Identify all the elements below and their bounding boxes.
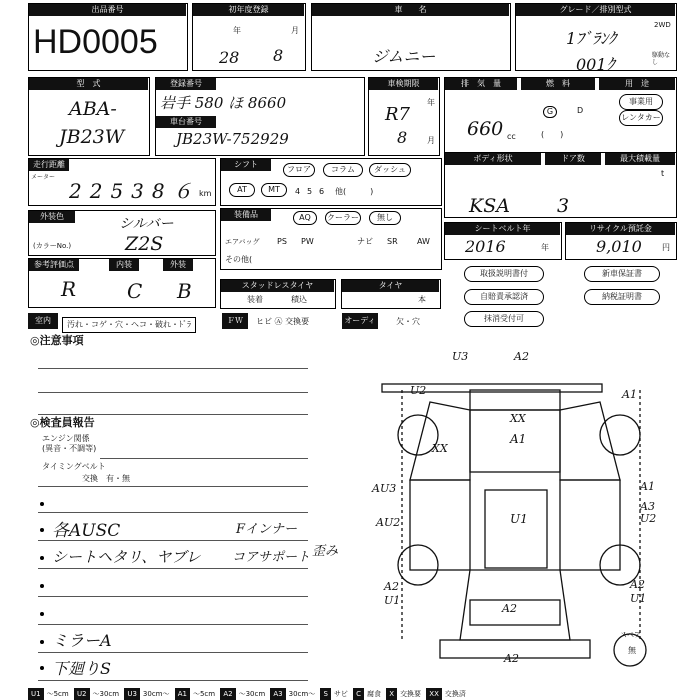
score-interior: C: [127, 279, 143, 303]
seatbelt-unit: 年: [541, 243, 549, 252]
first-reg-box: [192, 3, 306, 71]
body-box: [444, 152, 677, 218]
remark-right-1: Fインナー: [236, 522, 298, 537]
mileage-header: 走行距離: [29, 159, 69, 171]
recycle-value: 9,010: [596, 237, 642, 256]
dmg-r-a2: A2: [630, 578, 645, 591]
inspector-exchange: 交換 有・無: [82, 474, 130, 483]
note-line: [38, 486, 308, 487]
color-code: Z2S: [125, 233, 164, 255]
bullet: [40, 502, 44, 506]
dmg-tl: U2: [410, 384, 427, 397]
recycle-box: [565, 222, 677, 260]
model-line1: ABA-: [69, 98, 117, 120]
note-line: [100, 458, 308, 459]
studless-header: スタッドレスタイヤ: [221, 280, 334, 292]
inspection-year-unit: 年: [427, 98, 435, 107]
month-unit: 月: [291, 26, 299, 35]
tires-unit: 本: [418, 295, 426, 304]
notes-header: ◎注意事項: [30, 334, 84, 347]
model-box: [28, 77, 150, 156]
audio-bar-text: 欠・穴: [396, 317, 420, 326]
audio-bar-header: オーディオ: [342, 313, 378, 329]
model-header: 型 式: [29, 78, 148, 90]
note-line: [38, 368, 308, 369]
legend-key: X: [386, 688, 397, 700]
dmg-center-top: A1: [510, 432, 527, 446]
dmg-top2: A2: [514, 350, 529, 363]
reg-header: 登録番号: [156, 78, 216, 90]
remark-4: 下廻りS: [52, 659, 111, 678]
note-line: [38, 540, 308, 541]
color-code-label: (カラーNo.): [33, 242, 72, 250]
inspection-month-unit: 月: [427, 136, 435, 145]
dmg-xx: XX: [510, 412, 526, 425]
grade-value: 1ﾌﾞﾗﾝｸ: [566, 29, 617, 48]
note-line: [38, 624, 308, 625]
gear-5: 5: [307, 187, 313, 196]
inspection-era: R7: [385, 104, 411, 125]
interior-bar-header: 室内: [28, 313, 58, 329]
chassis-value: JB23W-752929: [176, 130, 289, 148]
doc-insurance: 自賠責承認済: [464, 289, 544, 305]
dmg-l-au2: AU2: [376, 516, 401, 529]
car-name-box: [311, 3, 511, 71]
first-reg-year: 28: [219, 48, 240, 67]
doc-tax: 納税証明書: [584, 289, 660, 305]
first-reg-header: 初年度登録: [193, 4, 304, 16]
grade-header: グレード／排別型式: [516, 4, 675, 16]
color-header: 外装色: [29, 211, 75, 223]
dmg-r-u1: U1: [630, 592, 647, 605]
equip-none: 無し: [369, 211, 401, 225]
color-value: シルバー: [119, 216, 174, 232]
mileage-unit: km: [199, 189, 212, 198]
fuel-paren: ( ): [541, 130, 564, 139]
shift-header: シフト: [221, 159, 271, 171]
dmg-xx2: XX: [432, 442, 448, 455]
seatbelt-box: [444, 222, 562, 260]
drive-none: 駆動なし: [652, 52, 671, 66]
doors-header: ドア数: [545, 153, 601, 165]
legend-val: 〜5cm: [192, 690, 216, 698]
dmg-r-a1: A1: [640, 480, 655, 493]
dmg-l-au3: AU3: [372, 482, 397, 495]
note-line: [38, 652, 308, 653]
legend-key: S: [320, 688, 330, 700]
shift-mt: MT: [261, 183, 287, 197]
bullet: [40, 612, 44, 616]
legend-bar: [28, 688, 678, 700]
inspection-box: [368, 77, 440, 156]
studless-mounted: 装着: [247, 295, 263, 304]
body-type-value: KSA: [469, 195, 510, 217]
doc-cancel: 抹消受付可: [464, 311, 544, 327]
dmg-r-u2: U2: [640, 512, 657, 525]
dmg-l-u1: U1: [384, 594, 401, 607]
equip-aq: AQ: [293, 211, 317, 225]
dmg-tr: A1: [622, 388, 637, 401]
fw-bar-header: ＦＷ: [222, 313, 248, 329]
lot-number: HD0005: [33, 23, 158, 61]
engine-box: [444, 77, 677, 156]
tires-box: [341, 279, 441, 309]
usage-rental: レンタカー: [619, 110, 663, 126]
seatbelt-header: シートベルト年: [445, 223, 560, 235]
shift-box: [220, 158, 442, 206]
dmg-rear: A2: [502, 602, 517, 615]
capacity-unit: t: [661, 169, 665, 178]
bullet: [40, 584, 44, 588]
gear-6: 6: [319, 187, 325, 196]
equip-sr: SR: [387, 237, 398, 246]
legend-val: 交換要: [400, 690, 422, 698]
equip-ps: PS: [277, 237, 287, 246]
reg-value: 岩手 580 ほ 8660: [160, 94, 287, 112]
inspector-engine: エンジン関係: [42, 434, 90, 443]
model-line2: JB23W: [59, 126, 125, 148]
bullet: [40, 556, 44, 560]
doc-warranty: 新車保証書: [584, 266, 660, 282]
equip-aw: AW: [417, 237, 430, 246]
body-type-header: ボディ形状: [445, 153, 541, 165]
displacement-header: 排 気 量: [445, 78, 517, 90]
shift-dash: ダッシュ: [369, 163, 411, 177]
inspection-header: 車検期限: [369, 78, 438, 90]
remark-right-2: コアサポート: [232, 550, 311, 565]
equip-airbag: エアバッグ: [225, 238, 260, 246]
capacity-header: 最大積載量: [605, 153, 675, 165]
score-exterior-header: 外装: [163, 259, 193, 271]
interior-bar-text: 汚れ・コゲ・穴・ヘコ・破れ・ﾄﾞﾗ: [62, 317, 196, 333]
mileage-digits: 22538６: [69, 179, 201, 203]
remark-2: シートヘタリ、ヤブレ: [52, 548, 201, 566]
lot-header: 出品番号: [29, 4, 186, 16]
shift-floor: フロア: [283, 163, 315, 177]
reg-box: [155, 77, 365, 156]
recycle-unit: 円: [662, 243, 670, 252]
inspector-timing: タイミングベルト: [42, 462, 106, 471]
note-line: [38, 414, 308, 415]
score-interior-header: 内装: [109, 259, 139, 271]
score-exterior: B: [177, 279, 192, 303]
equip-other: その他(: [225, 255, 253, 264]
year-unit: 年: [233, 26, 241, 35]
equipment-header: 装備品: [221, 209, 271, 221]
fuel-d: D: [577, 106, 584, 115]
note-line: [38, 568, 308, 569]
legend-val: 〜30cm: [238, 690, 266, 698]
legend-val: 〜5cm: [46, 690, 69, 698]
inspection-month: 8: [397, 128, 408, 147]
fuel-header: 燃 料: [521, 78, 595, 90]
inspector-header: ◎検査員報告: [30, 416, 95, 429]
bullet: [40, 666, 44, 670]
grade-box: [515, 3, 677, 74]
remark-3: ミラーA: [52, 631, 112, 650]
inspector-engine2: (異音・不調等): [42, 444, 97, 453]
grade-sub: 001ｸ: [576, 55, 615, 74]
legend-val: サビ: [333, 690, 348, 698]
legend-val: 30cm〜: [142, 690, 170, 698]
doors-value: 3: [557, 195, 570, 217]
equipment-box: [220, 208, 442, 270]
dmg-center: U1: [510, 512, 528, 526]
legend-val: 腐食: [367, 690, 382, 698]
bullet: [40, 528, 44, 532]
equip-pw: PW: [301, 237, 314, 246]
chassis-header: 車台番号: [156, 116, 216, 128]
remark-1: 各AUSC: [52, 521, 121, 541]
shift-at: AT: [229, 183, 255, 197]
dmg-bottom: A2: [504, 652, 519, 665]
shift-other: 他( ): [335, 187, 374, 196]
first-reg-month: 8: [273, 46, 284, 65]
legend-key: A1: [175, 688, 190, 700]
meter-label: メーター: [31, 174, 56, 181]
car-name-value: ジムニー: [372, 47, 436, 66]
bullet: [40, 640, 44, 644]
fuel-g: G: [543, 106, 557, 118]
doc-manual: 取扱説明書付: [464, 266, 544, 282]
displacement-value: 660: [467, 118, 504, 140]
shift-column: コラム: [323, 163, 363, 177]
remark-right-3: 歪み: [312, 544, 339, 559]
fw-bar-text: ヒビ Ⓐ 交換要: [256, 317, 310, 326]
tires-header: タイヤ: [342, 280, 439, 292]
recycle-header: リサイクル預託金: [566, 223, 675, 235]
seatbelt-year: 2016: [465, 237, 506, 256]
equip-cooler: クーラー: [325, 211, 361, 225]
legend-key: U1: [28, 688, 44, 700]
note-line: [38, 596, 308, 597]
dmg-l-a2: A2: [384, 580, 399, 593]
gear-4: 4: [295, 187, 301, 196]
drive-2wd: 2WD: [654, 21, 671, 29]
lot-box: [28, 3, 188, 71]
legend-key: C: [353, 688, 364, 700]
note-line: [38, 512, 308, 513]
studless-box: [220, 279, 336, 309]
legend-val: 交換済: [444, 690, 466, 698]
scores-box: [28, 258, 216, 308]
note-line: [38, 680, 308, 681]
legend-key: U3: [124, 688, 140, 700]
score-overall: R: [61, 277, 77, 301]
legend-key: XX: [426, 688, 442, 700]
dmg-top: U3: [452, 350, 469, 363]
note-line: [38, 392, 308, 393]
usage-header: 用 途: [599, 78, 675, 90]
equip-navi: ナビ: [357, 237, 373, 246]
dmg-r-a3: A3: [640, 500, 655, 513]
score-overall-header: 参考評価点: [29, 259, 79, 271]
mileage-box: [28, 158, 216, 206]
legend-key: A2: [220, 688, 235, 700]
legend-key: U2: [74, 688, 90, 700]
legend-val: 〜30cm: [92, 690, 120, 698]
legend-key: A3: [270, 688, 285, 700]
spare-none: 無: [628, 646, 636, 655]
spare-label: スペア: [620, 631, 641, 639]
usage-business: 事業用: [619, 94, 663, 110]
legend-val: 30cm〜: [288, 690, 316, 698]
color-box: [28, 210, 216, 256]
car-name-header: 車 名: [312, 4, 509, 16]
displacement-unit: cc: [507, 132, 516, 141]
studless-loaded: 積込: [291, 295, 307, 304]
